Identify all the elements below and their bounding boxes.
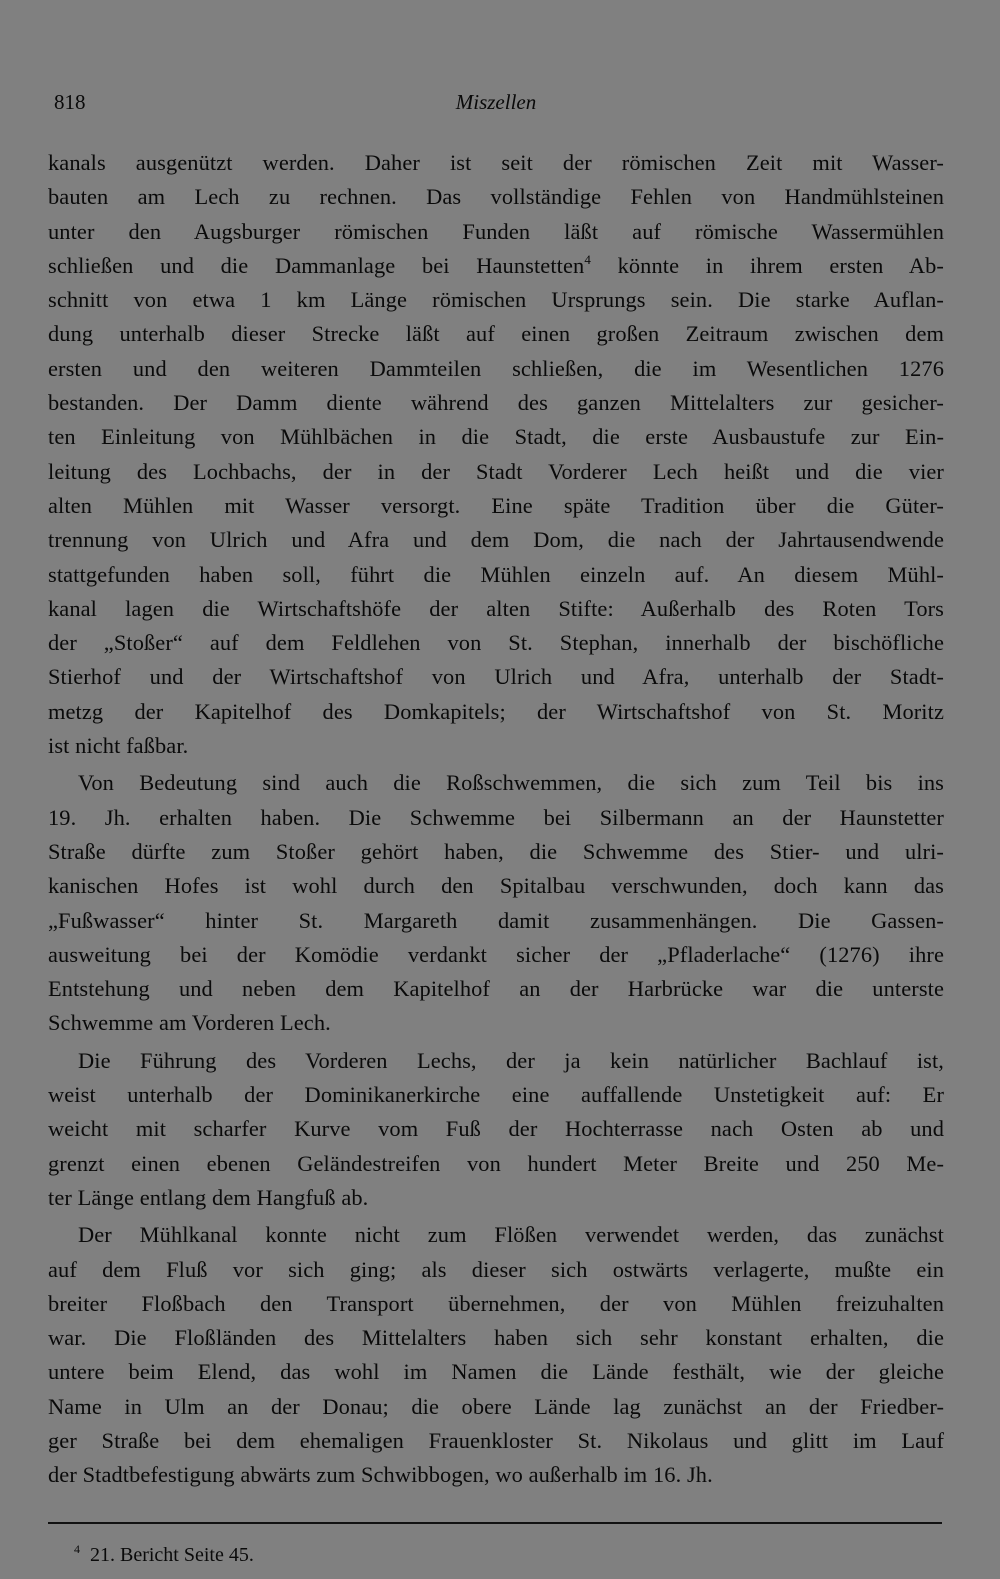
text-line: bauten am Lech zu rechnen. Das vollständige Fehlen von Handmühlsteinen: [48, 184, 944, 210]
text-line: der Stadtbefestigung abwärts zum Schwibbogen, wo außerhalb im 16. Jh.: [48, 1462, 713, 1488]
text-line: Straße dürfte zum Stoßer gehört haben, die Schwemme des Stier- und ulri-: [48, 838, 944, 864]
footnote-text: 21. Bericht Seite 45.: [90, 1544, 254, 1566]
text-line: unter den Augsburger römischen Funden läßt auf römische Wassermühlen: [48, 218, 944, 244]
text-line: ten Einleitung von Mühlbächen in die Stadt, die erste Ausbaustufe zur Ein-: [48, 424, 944, 450]
text-line: Schwemme am Vorderen Lech.: [48, 1010, 331, 1036]
text-line: kanischen Hofes ist wohl durch den Spitalbau verschwunden, doch kann das: [48, 873, 944, 899]
paragraph: [48, 766, 944, 1040]
text-line: leitung des Lochbachs, der in der Stadt Vorderer Lech heißt und die vier: [48, 458, 944, 484]
text-line: kanal lagen die Wirtschaftshöfe der alten Stifte: Außerhalb des Roten Tors: [48, 595, 944, 621]
text-line: ersten und den weiteren Dammteilen schließen, die im Wesentlichen 1276: [48, 355, 944, 381]
text-line: grenzt einen ebenen Geländestreifen von hundert Meter Breite und 250 Me-: [48, 1150, 944, 1176]
page-header: [48, 90, 944, 124]
text-line: ist nicht faßbar.: [48, 733, 189, 759]
text-line: trennung von Ulrich und Afra und dem Dom, die nach der Jahrtausendwende: [48, 527, 944, 553]
footnotes: [74, 1542, 254, 1567]
page-number: 818: [54, 90, 86, 114]
paragraph: [48, 1218, 944, 1492]
text-line: bestanden. Der Damm diente während des ganzen Mittelalters zur gesicher-: [48, 390, 944, 416]
text-line: Entstehung und neben dem Kapitelhof an der Harbrücke war die unterste: [48, 976, 944, 1002]
text-line: auf dem Fluß vor sich ging; als dieser sich ostwärts verlagerte, mußte ein: [48, 1256, 944, 1282]
text-line: schnitt von etwa 1 km Länge römischen Ursprungs sein. Die starke Auflan-: [48, 287, 944, 313]
text-line: der „Stoßer“ auf dem Feldlehen von St. Stephan, innerhalb der bischöfliche: [48, 630, 944, 656]
text-line: stattgefunden haben soll, führt die Mühlen einzeln auf. An diesem Mühl-: [48, 561, 944, 587]
text-line: Von Bedeutung sind auch die Roßschwemmen, die sich zum Teil bis ins: [78, 770, 944, 796]
text-line: schließen und die Dammanlage bei Haunstetten$^4$ könnte in ihrem ersten Ab-: [48, 251, 944, 278]
text-line: weist unterhalb der Dominikanerkirche eine auffallende Unstetigkeit auf: Er: [48, 1082, 944, 1108]
running-title: Miszellen: [455, 90, 537, 114]
footnote-reference: 4: [584, 251, 591, 267]
text-line: metzg der Kapitelhof des Domkapitels; der Wirtschaftshof von St. Moritz: [48, 698, 944, 724]
text-line: war. Die Floßländen des Mittelalters haben sich sehr konstant erhalten, die: [48, 1325, 944, 1351]
text-line: weicht mit scharfer Kurve vom Fuß der Hochterrasse nach Osten ab und: [48, 1116, 944, 1142]
paragraph: [48, 146, 944, 763]
document-page: [48, 90, 944, 1570]
text-line: dung unterhalb dieser Strecke läßt auf einen großen Zeitraum zwischen dem: [48, 321, 944, 347]
text-line: „Fußwasser“ hinter St. Margareth damit zusammenhängen. Die Gassen-: [48, 907, 944, 933]
text-line: Die Führung des Vorderen Lechs, der ja kein natürlicher Bachlauf ist,: [78, 1047, 944, 1073]
text-line: ger Straße bei dem ehemaligen Frauenkloster St. Nikolaus und glitt im Lauf: [48, 1427, 944, 1453]
text-line: Stierhof und der Wirtschaftshof von Ulrich und Afra, unterhalb der Stadt-: [48, 664, 944, 690]
footnote: [74, 1542, 254, 1567]
text-line: untere beim Elend, das wohl im Namen die Lände festhält, wie der gleiche: [48, 1359, 944, 1385]
text-line: 19. Jh. erhalten haben. Die Schwemme bei Silbermann an der Haunstetter: [48, 804, 944, 830]
text-line: Der Mühlkanal konnte nicht zum Flößen verwendet werden, das zunächst: [78, 1222, 944, 1248]
text-line: Name in Ulm an der Donau; die obere Lände lag zunächst an der Friedber-: [48, 1393, 944, 1419]
footnote-separator: [48, 1522, 942, 1524]
text-line: ter Länge entlang dem Hangfuß ab.: [48, 1184, 369, 1210]
footnote-marker: 4: [74, 1542, 80, 1556]
text-line: breiter Floßbach den Transport übernehmen, der von Mühlen freizuhalten: [48, 1290, 944, 1316]
text-line: ausweitung bei der Komödie verdankt sicher der „Pfladerlache“ (1276) ihre: [48, 941, 944, 967]
body-text: [48, 146, 944, 1493]
text-line: alten Mühlen mit Wasser versorgt. Eine späte Tradition über die Güter-: [48, 492, 944, 518]
text-line: kanals ausgenützt werden. Daher ist seit der römischen Zeit mit Wasser-: [48, 150, 944, 175]
paragraph: [48, 1044, 944, 1215]
